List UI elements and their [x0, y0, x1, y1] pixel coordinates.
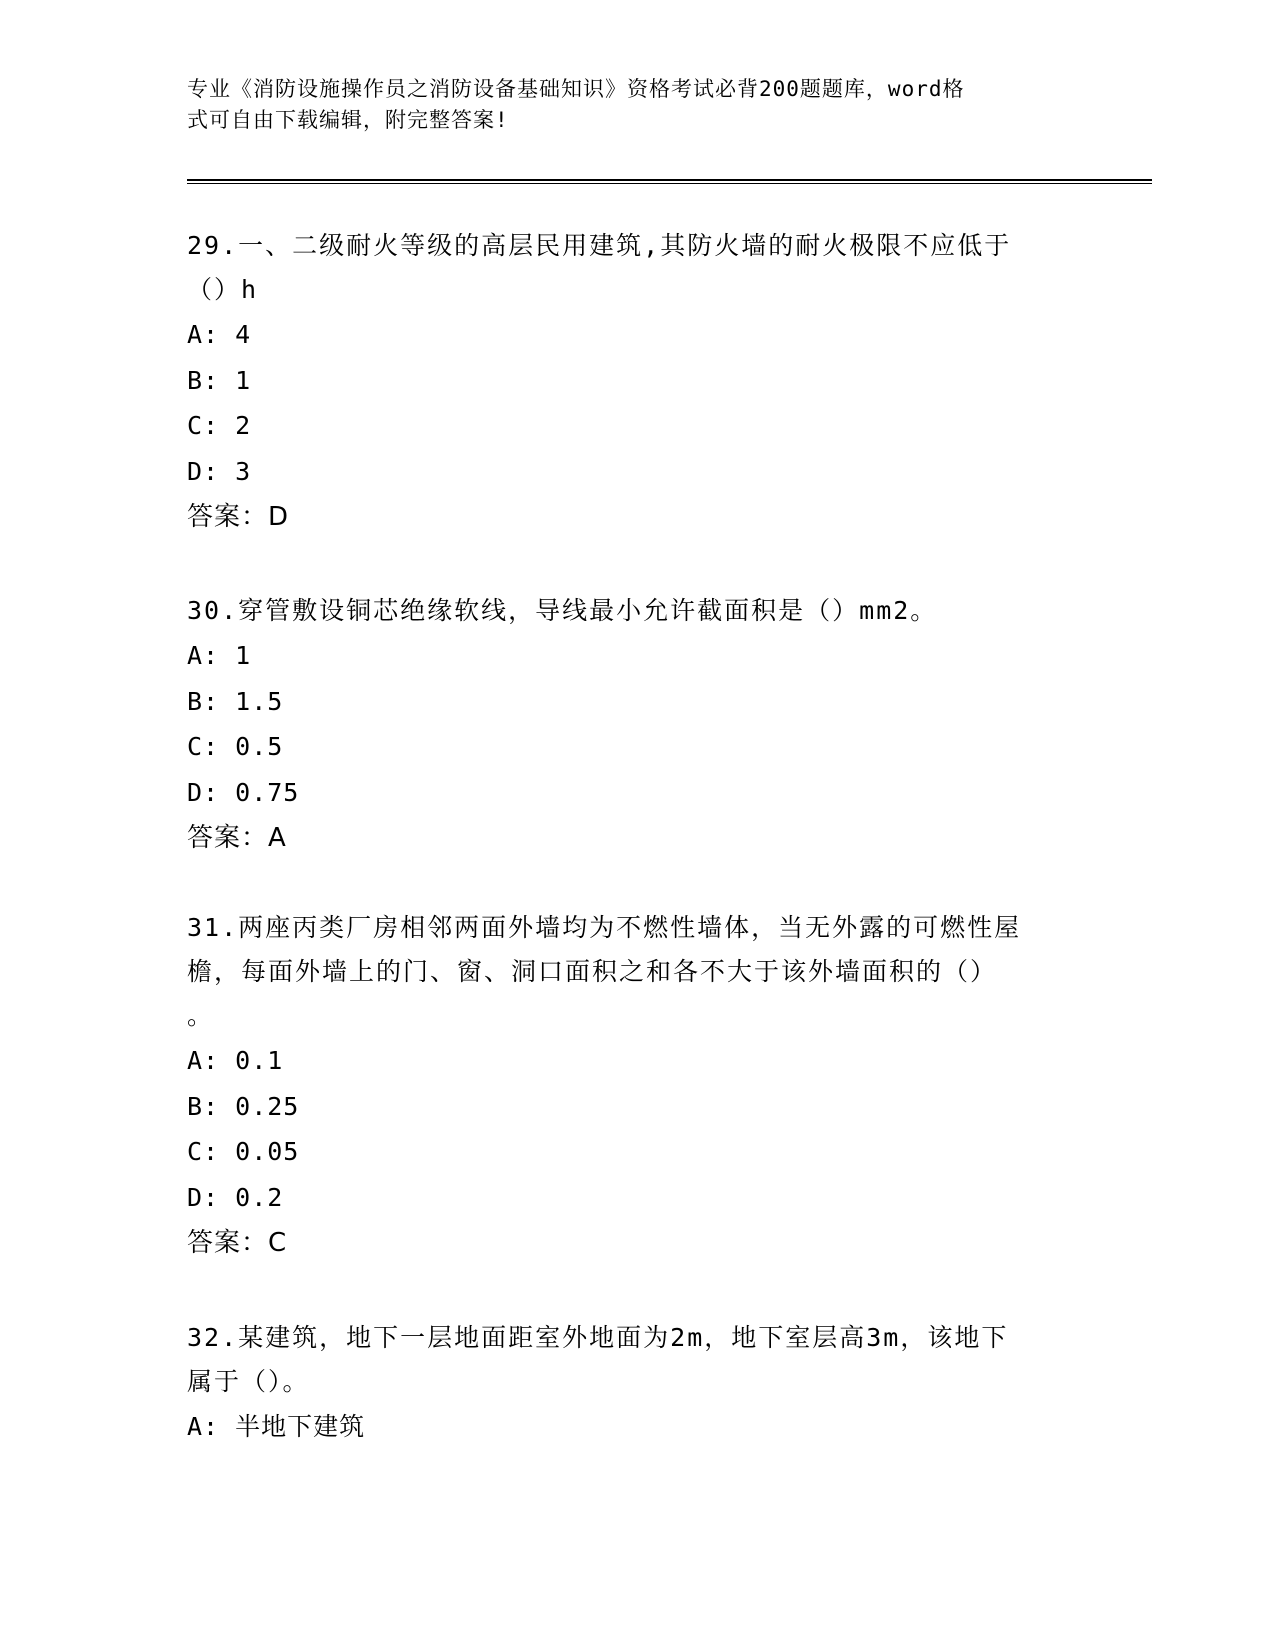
question-stem: 29.一、二级耐火等级的高层民用建筑,其防火墙的耐火极限不应低于 [187, 231, 1012, 260]
question-31 [187, 906, 1087, 1266]
header-divider [187, 179, 1152, 184]
option-d: D: 0.2 [187, 1182, 284, 1212]
option-a: A: 1 [187, 641, 252, 670]
option-a: A: 4 [187, 320, 252, 349]
document-header [187, 74, 1067, 136]
question-32 [187, 1316, 1087, 1450]
answer: 答案：C [187, 1228, 288, 1258]
question-30 [187, 589, 1087, 861]
option-c: C: 2 [187, 411, 252, 440]
option-d: D: 0.75 [187, 777, 300, 807]
option-a: A: 半地下建筑 [187, 1412, 366, 1441]
answer: 答案：D [187, 502, 290, 532]
question-stem: 。 [187, 1001, 215, 1030]
option-b: B: 1.5 [187, 686, 284, 716]
option-b: B: 1 [187, 365, 252, 395]
question-stem: 31.两座丙类厂房相邻两面外墙均为不燃性墙体，当无外露的可燃性屋 [187, 913, 1022, 942]
header-line-2: 式可自由下载编辑，附完整答案! [187, 108, 509, 132]
option-c: C: 0.05 [187, 1137, 300, 1166]
option-d: D: 3 [187, 456, 252, 486]
option-a: A: 0.1 [187, 1046, 284, 1075]
question-stem: 30.穿管敷设铜芯绝缘软线，导线最小允许截面积是（）mm2。 [187, 596, 938, 625]
question-29 [187, 224, 1087, 540]
question-stem: 檐，每面外墙上的门、窗、洞口面积之和各不大于该外墙面积的（） [187, 957, 998, 986]
question-stem: 属于（）。 [187, 1367, 310, 1396]
option-c: C: 0.5 [187, 732, 284, 761]
option-b: B: 0.25 [187, 1091, 300, 1121]
question-stem: （）h [187, 275, 259, 304]
header-line-1: 专业《消防设施操作员之消防设备基础知识》资格考试必背200题题库，word格 [187, 77, 965, 101]
question-stem: 32.某建筑，地下一层地面距室外地面为2m，地下室层高3m，该地下 [187, 1323, 1009, 1352]
answer: 答案：A [187, 823, 287, 853]
